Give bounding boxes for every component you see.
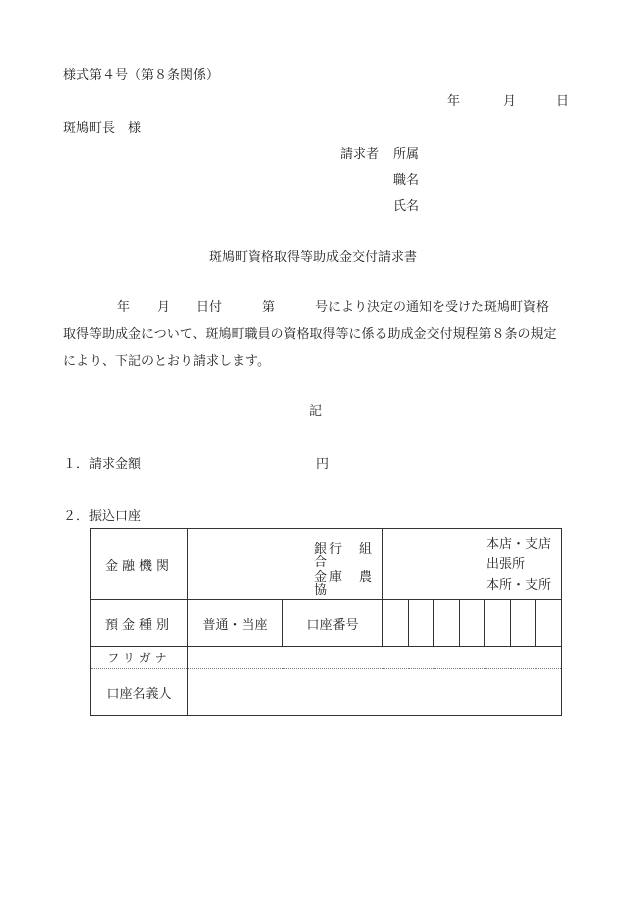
inst-type-bank: 銀行 bbox=[314, 542, 345, 557]
document-title: 斑鳩町資格取得等助成金交付請求書 bbox=[209, 250, 418, 265]
account-number-label: 口座番号 bbox=[306, 617, 359, 633]
institution-name-field[interactable] bbox=[188, 529, 383, 600]
inst-type-union: 組合 bbox=[314, 542, 375, 570]
branch-name-field[interactable] bbox=[383, 529, 562, 600]
body-line1-text: 号により決定の通知を受けた斑鳩町資格 bbox=[315, 300, 550, 315]
furigana-field[interactable] bbox=[188, 647, 562, 669]
item1-label: １．請求金額 bbox=[63, 457, 142, 472]
account-number-digit[interactable] bbox=[536, 600, 562, 647]
account-table bbox=[90, 528, 562, 716]
requester-label: 請求者 bbox=[340, 147, 380, 162]
holder-label: 口座名義人 bbox=[106, 686, 172, 702]
form-number: 様式第４号（第８条関係） bbox=[63, 68, 220, 83]
holder-name-field[interactable] bbox=[188, 669, 562, 716]
affiliation-label: 所属 bbox=[393, 147, 420, 162]
account-number-digit[interactable] bbox=[383, 600, 409, 647]
furigana-label: フリガナ bbox=[107, 651, 171, 665]
date-day-label: 日 bbox=[556, 94, 570, 109]
position-label: 職名 bbox=[393, 173, 420, 188]
body-day: 日付 bbox=[196, 300, 223, 315]
deposit-type-label-cell bbox=[91, 600, 188, 647]
institution-label: 金融機関 bbox=[104, 558, 173, 574]
body-line3: により、下記のとおり請求します。 bbox=[63, 354, 270, 369]
ki-mark: 記 bbox=[309, 404, 323, 419]
deposit-type-label: 預金種別 bbox=[104, 617, 173, 633]
body-number-prefix: 第 bbox=[262, 300, 276, 315]
account-number-digit[interactable] bbox=[460, 600, 485, 647]
item1-unit: 円 bbox=[316, 457, 330, 472]
deposit-types: 普通・当座 bbox=[202, 617, 268, 633]
inst-type-shinkin: 金庫 bbox=[314, 570, 345, 585]
inst-type-nokyo: 農協 bbox=[314, 570, 375, 598]
date-month-label: 月 bbox=[503, 94, 517, 109]
body-month: 月 bbox=[157, 300, 171, 315]
deposit-type-field[interactable] bbox=[188, 600, 283, 647]
account-number-digit[interactable] bbox=[485, 600, 511, 647]
item2-label: ２．振込口座 bbox=[63, 509, 142, 524]
body-line2: 取得等助成金について、斑鳩町職員の資格取得等に係る助成金交付規程第８条の規定 bbox=[63, 327, 557, 342]
account-number-digit[interactable] bbox=[434, 600, 460, 647]
branch-type-main: 本店・支店 bbox=[486, 537, 552, 552]
furigana-label-cell bbox=[91, 647, 188, 669]
institution-label-cell bbox=[91, 529, 188, 600]
name-label: 氏名 bbox=[393, 199, 420, 214]
holder-label-cell bbox=[91, 669, 188, 716]
date-year-label: 年 bbox=[447, 94, 461, 109]
addressee: 斑鳩町長 様 bbox=[63, 121, 142, 136]
branch-type-office: 出張所 bbox=[486, 557, 526, 572]
account-number-label-cell bbox=[283, 600, 383, 647]
account-number-digit[interactable] bbox=[409, 600, 434, 647]
account-number-digit[interactable] bbox=[511, 600, 536, 647]
branch-type-honsho: 本所・支所 bbox=[486, 578, 552, 593]
body-year: 年 bbox=[117, 300, 131, 315]
